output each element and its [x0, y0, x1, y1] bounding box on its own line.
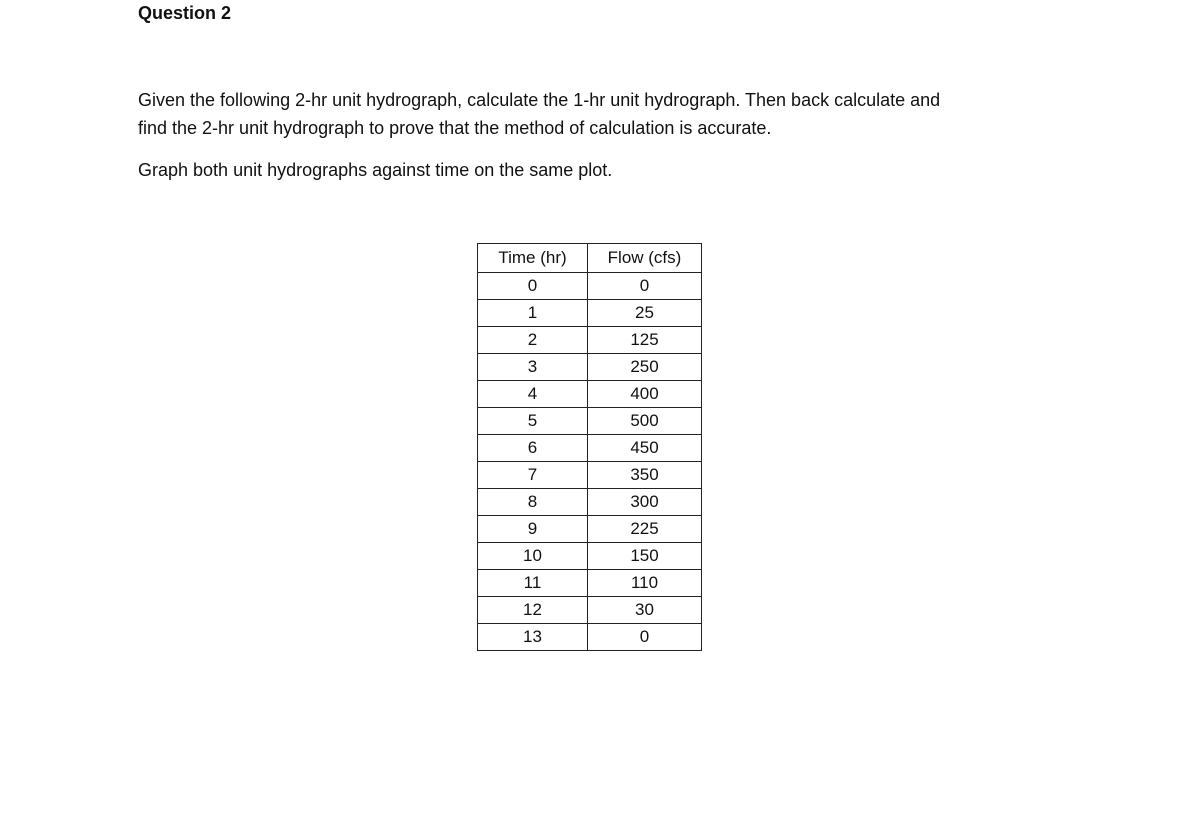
header-flow: Flow (cfs) — [588, 244, 702, 273]
graph-instruction: Graph both unit hydrographs against time on the same plot. — [138, 160, 613, 180]
table-body — [478, 273, 702, 651]
time-cell: 9 — [478, 516, 588, 543]
table-header-row — [478, 244, 702, 273]
table-row — [478, 489, 702, 516]
time-cell: 13 — [478, 624, 588, 651]
hydrograph-table-container — [477, 243, 702, 651]
instruction-line-2: find the 2-hr unit hydrograph to prove that the method of calculation is accurate. — [138, 118, 772, 138]
table-row — [478, 543, 702, 570]
time-cell: 6 — [478, 435, 588, 462]
time-cell: 12 — [478, 597, 588, 624]
time-cell: 2 — [478, 327, 588, 354]
hydrograph-table — [477, 243, 702, 651]
flow-cell: 500 — [588, 408, 702, 435]
table-row — [478, 273, 702, 300]
table-row — [478, 381, 702, 408]
table-row — [478, 624, 702, 651]
flow-cell: 225 — [588, 516, 702, 543]
time-cell: 1 — [478, 300, 588, 327]
table-row — [478, 435, 702, 462]
flow-cell: 25 — [588, 300, 702, 327]
table-row — [478, 516, 702, 543]
time-cell: 0 — [478, 273, 588, 300]
flow-cell: 30 — [588, 597, 702, 624]
flow-cell: 125 — [588, 327, 702, 354]
time-cell: 4 — [478, 381, 588, 408]
time-cell: 8 — [478, 489, 588, 516]
flow-cell: 150 — [588, 543, 702, 570]
table-row — [478, 300, 702, 327]
flow-cell: 350 — [588, 462, 702, 489]
table-row — [478, 597, 702, 624]
question-heading: Question 2 — [138, 3, 232, 23]
table-row — [478, 570, 702, 597]
header-time: Time (hr) — [478, 244, 588, 273]
table-row — [478, 354, 702, 381]
time-cell: 5 — [478, 408, 588, 435]
time-cell: 11 — [478, 570, 588, 597]
flow-cell: 450 — [588, 435, 702, 462]
flow-cell: 250 — [588, 354, 702, 381]
time-cell: 10 — [478, 543, 588, 570]
table-row — [478, 408, 702, 435]
flow-cell: 300 — [588, 489, 702, 516]
flow-cell: 110 — [588, 570, 702, 597]
time-cell: 3 — [478, 354, 588, 381]
table-row — [478, 327, 702, 354]
instruction-line-1: Given the following 2-hr unit hydrograph, calculate the 1-hr unit hydrograph. Then back calculate and — [138, 90, 941, 110]
time-cell: 7 — [478, 462, 588, 489]
table-row — [478, 462, 702, 489]
flow-cell: 0 — [588, 624, 702, 651]
flow-cell: 0 — [588, 273, 702, 300]
flow-cell: 400 — [588, 381, 702, 408]
instruction-paragraph — [138, 86, 940, 142]
